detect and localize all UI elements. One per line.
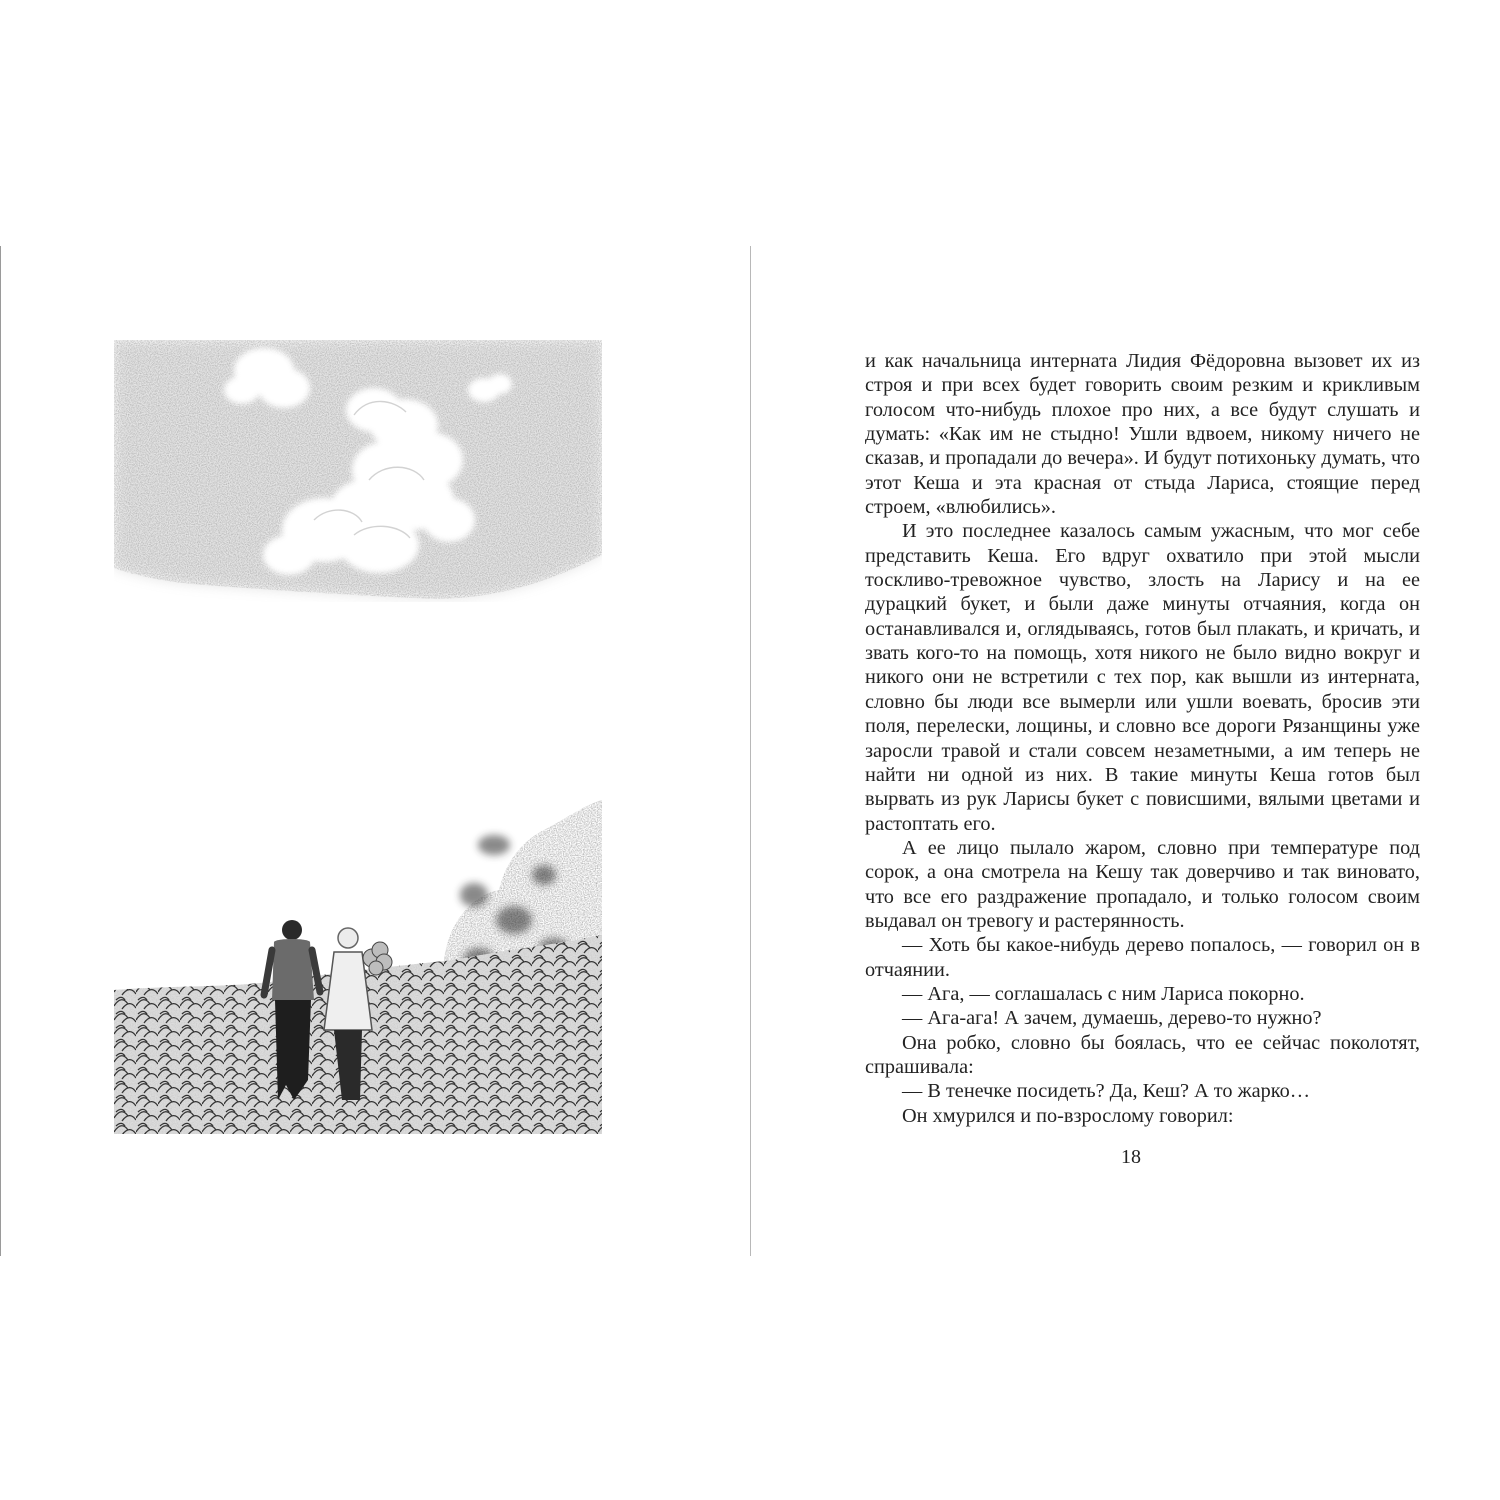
paragraph: Она робко, словно бы боялась, что ее сейчас поколотят, спрашивала:	[865, 1031, 1420, 1078]
page-number: 18	[1121, 1146, 1141, 1168]
page-text	[865, 349, 1420, 1128]
paragraph: И это последнее казалось самым ужасным, что мог себе представить Кеша. Его вдруг охватило при этой мысли тоскливо-тревожное чувство, злость на Ларису и на ее дурацкий букет, и были даже минуты отчаяния, когда он останавливался и, оглядываясь, готов был плакать, и кричать, и звать кого-то на помощь, хотя никого не было видно вокруг и никого они не встретили с тех пор, как вышли из интерната, словно бы люди все вымерли или ушли воевать, бросив эти поля, перелески, лощины, и словно все дороги Рязанщины уже заросли травой и стали совсем незаметными, а им теперь не найти ни одной из них. В такие минуты Кеша готов был вырвать из рук Ларисы букет с повисшими, вялыми цветами и растоптать его.	[865, 520, 1420, 835]
dialogue-line: — Ага, — соглашалась с ним Лариса покорно.	[902, 982, 1305, 1005]
children-in-field-illustration	[114, 800, 602, 1134]
dialogue-line: — Ага-ага! А зачем, думаешь, дерево-то нужно?	[902, 1007, 1322, 1030]
dialogue-line: — В тенечке посидеть? Да, Кеш? А то жарко…	[902, 1080, 1310, 1103]
page-edge-line	[0, 246, 1, 1256]
book-gutter	[750, 246, 751, 1256]
clouds-illustration	[114, 340, 602, 602]
paragraph: Он хмурился и по-взрослому говорил:	[902, 1104, 1234, 1127]
paragraph: и как начальница интерната Лидия Фёдоровна вызовет их из строя и при всех будет говорить своим резким и крикливым голосом что-нибудь плохое про них, а все будут слушать и думать: «Как им не стыдно! Ушли вдвоем, никому ничего не сказав, и пропадали до вечера». И будут потихоньку думать, что этот Кеша и эта красная от стыда Лариса, стоящие перед строем, «влюбились».	[865, 350, 1420, 519]
paragraph: А ее лицо пылало жаром, словно при температуре под сорок, а она смотрела на Кешу так доверчиво и так виновато, что все его раздражение пропадало, и только голосом своим выдавал он тревогу и растерянность.	[865, 836, 1420, 932]
dialogue-line: — Хоть бы какое-нибудь дерево попалось, — говорил он в отчаянии.	[865, 934, 1420, 981]
